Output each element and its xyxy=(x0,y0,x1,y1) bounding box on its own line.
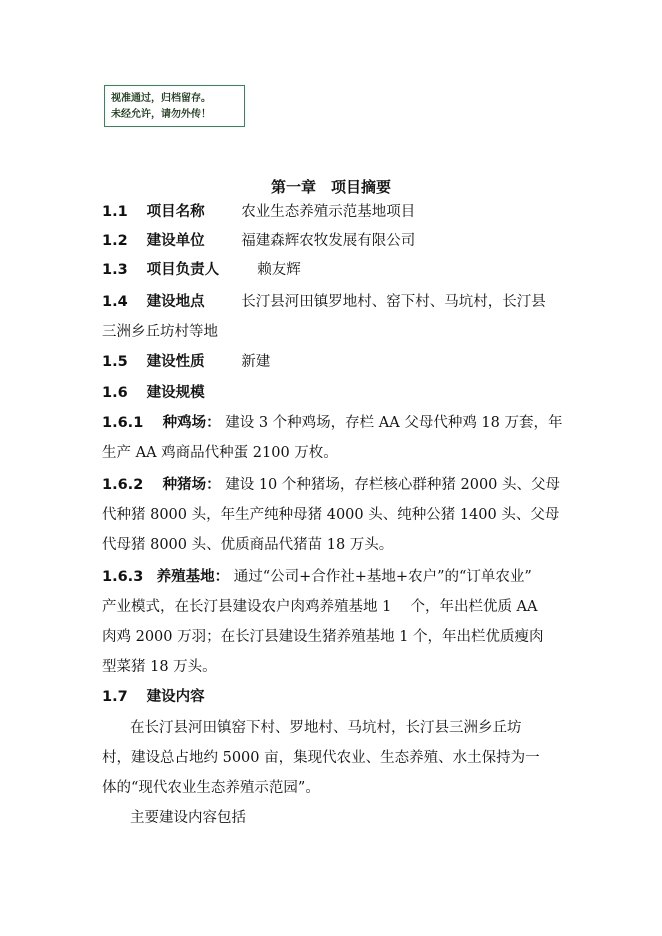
section-label: 种猪场： xyxy=(162,477,221,493)
section-number: 1.6 xyxy=(102,385,128,401)
location-value-line-2: 三洲乡丘坊村等地 xyxy=(102,324,218,340)
stamp-line-1: 视准通过，归档留存。 xyxy=(111,93,211,104)
construction-content-line-3: 体的“现代农业生态养殖示范园”。 xyxy=(102,780,320,796)
breeding-pig-line-1: 建设 10 个种猪场，存栏核心群种猪 2000 头、父母 xyxy=(225,477,561,493)
builder-unit-value: 福建森辉农牧发展有限公司 xyxy=(241,233,416,249)
approval-stamp xyxy=(104,85,245,127)
breeding-chicken-line-1: 建设 3 个种鸡场，存栏 AA 父母代种鸡 18 万套，年 xyxy=(225,415,563,431)
construction-content-line-1: 在长汀县河田镇窑下村、罗地村、马坑村，长汀县三洲乡丘坊 xyxy=(130,720,522,736)
section-label: 建设单位 xyxy=(146,233,205,249)
location-value-line-1: 长汀县河田镇罗地村、窑下村、马坑村，长汀县 xyxy=(241,294,546,310)
section-1-6-2 xyxy=(102,475,560,495)
section-number: 1.7 xyxy=(102,689,128,705)
section-number: 1.6.2 xyxy=(102,477,144,493)
section-label: 建设规模 xyxy=(146,385,205,401)
project-leader-value: 赖友辉 xyxy=(257,262,301,278)
construction-content-line-4: 主要建设内容包括 xyxy=(130,810,246,826)
project-name-value: 农业生态养殖示范基地项目 xyxy=(241,204,416,220)
section-1-2 xyxy=(102,231,415,251)
section-number: 1.6.1 xyxy=(102,415,144,431)
section-label: 建设地点 xyxy=(146,294,205,310)
section-1-4 xyxy=(102,292,546,312)
section-label: 建设内容 xyxy=(146,689,205,705)
stamp-line-2: 未经允许，请勿外传！ xyxy=(111,109,211,120)
section-number: 1.3 xyxy=(102,262,128,278)
farming-base-line-4: 型菜猪 18 万头。 xyxy=(102,659,217,675)
section-1-6-1 xyxy=(102,413,563,433)
section-1-7 xyxy=(102,687,205,707)
farming-base-line-2: 产业模式，在长汀县建设农户肉鸡养殖基地 1 个，年出栏优质 AA xyxy=(102,599,538,615)
section-1-6 xyxy=(102,383,205,403)
section-number: 1.1 xyxy=(102,204,128,220)
section-number: 1.6.3 xyxy=(102,569,144,585)
farming-base-line-1: 通过“公司+合作社+基地+农户”的“订单农业” xyxy=(233,569,532,585)
section-label: 种鸡场： xyxy=(162,415,221,431)
breeding-pig-line-2: 代种猪 8000 头，年生产纯种母猪 4000 头、纯种公猪 1400 头、父母 xyxy=(102,507,560,523)
breeding-chicken-line-2: 生产 AA 鸡商品代种蛋 2100 万枚。 xyxy=(102,445,338,461)
section-1-3 xyxy=(102,260,301,280)
construction-content-line-2: 村，建设总占地约 5000 亩，集现代农业、生态养殖、水土保持为一 xyxy=(102,750,540,766)
section-label: 养殖基地： xyxy=(156,569,230,585)
construction-type-value: 新建 xyxy=(241,354,271,370)
breeding-pig-line-3: 代母猪 8000 头、优质商品代猪苗 18 万头。 xyxy=(102,537,394,553)
section-label: 建设性质 xyxy=(146,354,205,370)
section-number: 1.5 xyxy=(102,354,128,370)
section-label: 项目负责人 xyxy=(146,262,220,278)
farming-base-line-3: 肉鸡 2000 万羽；在长汀县建设生猪养殖基地 1 个，年出栏优质瘦肉 xyxy=(102,629,544,645)
section-1-5 xyxy=(102,352,270,372)
chapter-title: 第一章 项目摘要 xyxy=(270,178,391,196)
section-1-6-3 xyxy=(102,567,532,587)
section-1-1 xyxy=(102,202,415,222)
section-number: 1.4 xyxy=(102,294,128,310)
section-label: 项目名称 xyxy=(146,204,205,220)
section-number: 1.2 xyxy=(102,233,128,249)
